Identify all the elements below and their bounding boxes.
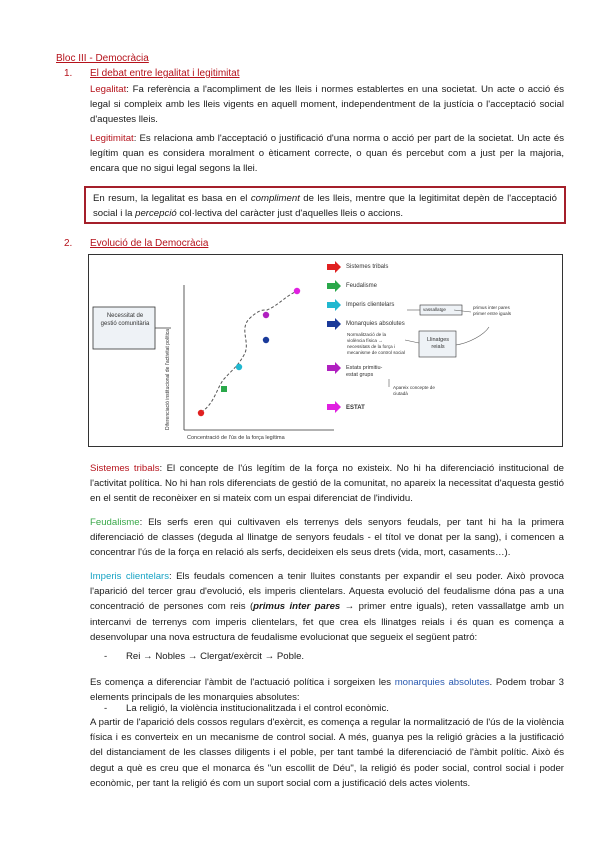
summary-part-c: col·lectiva del caràcter just d'aquelles lleis o accions. (176, 208, 404, 220)
point-tribals (198, 410, 204, 416)
arrow-primitiu (327, 362, 341, 374)
legalitat-text: : Fa referència a l'acompliment de les lleis i normes establertes en una societat. Un acte o acció és legal si compleix amb les lleis vigents en aquell moment, independentment de la justícia o l'acceptació social d'aquestes lleis. (90, 84, 564, 126)
imperis-paragraph (90, 569, 564, 645)
section2-number: 2. (64, 238, 73, 249)
arrow-feudalisme (327, 280, 341, 292)
summary-text (93, 191, 557, 221)
legend-primitiu: Estats primitiu-estat grups (346, 365, 383, 378)
point-imperis (236, 364, 242, 370)
note-estat: Apareix concepte de ciutadà (393, 385, 435, 396)
diagram-svg (89, 255, 564, 448)
llinatges-label: Llinatges reials (426, 337, 450, 350)
feudalisme-text: : Els serfs eren qui cultivaven els terrenys dels senyors feudals, per tant hi ha la primera diferenciació de classes (deguda al llinatge de senyors feudals - el títol ve donat per la sang), i comencen a concentrar l'ús de la força en relació als serfs, decideixen els seus drets (vida, mort, casaments…). (90, 517, 564, 559)
legalitat-paragraph (90, 82, 564, 128)
summary-percepcio: percepció (135, 208, 177, 220)
legend-feudalisme: Feudalisme (346, 283, 378, 289)
evolution-curve (201, 291, 297, 412)
summary-compliment: compliment (250, 193, 300, 204)
legitimitat-term: Legitimitat (90, 133, 134, 144)
summary-box (84, 186, 566, 224)
legend-monarquies: Monarquies absolutes (346, 321, 405, 327)
section1-title: El debat entre legalitat i legitimitat (90, 68, 240, 79)
tribals-paragraph (90, 461, 564, 507)
monarquies-bullet-text: La religió, la violència institucionalitzada i el control econòmic. (126, 703, 389, 714)
section2-title: Evolució de la Democràcia (90, 238, 209, 249)
legitimitat-paragraph (90, 131, 564, 177)
tribals-term: Sistemes tribals (90, 463, 160, 474)
monarquies-term: monarquies absolutes (394, 677, 490, 688)
left-box-label: Necessitat de gestió comunitària (100, 313, 150, 327)
arrow-imperis (327, 299, 341, 311)
point-feudalisme (221, 386, 227, 392)
bloc-title: Bloc III - Democràcia (56, 53, 149, 64)
imperis-text-a: : Els feudals comencen a tenir lluites constants per expandir el seu poder. Això provoca l'aparició del tercer grau d'evolució, els imperis clientelars. Aquesta evolució del feudalisme dóna pas a una concentració de persones com reis ( (90, 571, 564, 613)
legalitat-term: Legalitat (90, 84, 127, 95)
arrow-tribals (327, 261, 341, 273)
tribals-text: : El concepte de l'ús legítim de la força no existeix. No hi ha diferenciació institucional de l'activitat política. No hi han rols diferenciats de gestió de la comunitat, no apareix la necessitat d'aquesta gestió en el sentit de reconèixer en si mateix com un espai diferenciat de l'individu. (90, 463, 564, 505)
feudalisme-paragraph (90, 515, 564, 561)
point-estat (294, 288, 300, 294)
primus-label: primus inter pares primer entre iguals (473, 305, 512, 316)
monarquies-intro-a: Es comença a diferenciar l'àmbit de l'actuació política i sorgeixen les (90, 677, 395, 688)
evolution-diagram (88, 254, 563, 447)
imperis-bullet: - Rei → Nobles → Clergat/exèrcit → Poble. (104, 651, 305, 662)
vassallatge-label: vassallatge (423, 307, 446, 312)
summary-part-a: En resum, la legalitat es basa en el (93, 193, 251, 204)
legend-tribals: Sistemes tribals (346, 264, 389, 270)
x-axis-label: Concentració de l'ús de la força legítima (187, 435, 285, 441)
imperis-primus: primus inter pares (253, 601, 341, 613)
point-monarquies (263, 337, 269, 343)
arrow-monarquies (327, 318, 341, 330)
note-monarquies: Normalització de la violència física → necessitats de la força i mecanisme de control social (347, 332, 405, 355)
monarquies-paragraph: A partir de l'aparició dels cossos regulars d'exèrcit, es comença a regular la normalització de l'ús de la violència física i es converteix en un mecanisme de control social. A més, guanya pes la religió gràcies a la justificació del distanciament de les classes diligents i el poble, per tant també la diferenciació de l'àmbit polític. Això és degut a què es creu que el monarca és "un escollit de Déu", la religió és poder social, control social i poder econòmic, per tant la religió és com un suport social com a justificació dels actes violents. (90, 717, 564, 789)
imperis-text-b: → primer entre iguals), reten vassallatge amb un intercanvi de terrenys com imperis clientelars, fet que crea els llinatges reials i és quan es comença a desenvolupar una nova estructura de feudalisme evolucionat que segueix el següent patró: (90, 601, 564, 643)
arrow-estat (327, 401, 341, 413)
connector-4 (405, 340, 419, 343)
imperis-bullet-text: Rei → Nobles → Clergat/exèrcit → Poble. (126, 651, 305, 662)
monarquies-intro-b: . Podem trobar 3 elements principals de les monarquies absolutes: (90, 677, 564, 704)
y-axis-label: Diferenciació institucional de l'activitat política (165, 328, 171, 430)
feudalisme-term: Feudalisme (90, 517, 140, 528)
legend-estat: ESTAT (346, 405, 365, 411)
imperis-term: Imperis clientelars (90, 571, 170, 582)
section1-number: 1. (64, 68, 73, 79)
legitimitat-text: : Es relaciona amb l'acceptació o justificació d'una norma o acció per part de la societat. Un acte és legítim quan es considera moralment o èticament correcte, o quan és percebut com a just per la majoria, encara que no sigui legal segons la llei. (90, 133, 564, 175)
summary-part-b: de les lleis, mentre que la legitimitat depèn de l'acceptació social i la (93, 193, 557, 220)
legend-arrows (327, 261, 341, 413)
legend-imperis: Imperis clientelars (346, 302, 395, 308)
monarquies-bullet: - La religió, la violència institucionalitzada i el control econòmic. (104, 703, 389, 714)
point-primitiu (263, 312, 269, 318)
connector-3 (456, 327, 489, 345)
